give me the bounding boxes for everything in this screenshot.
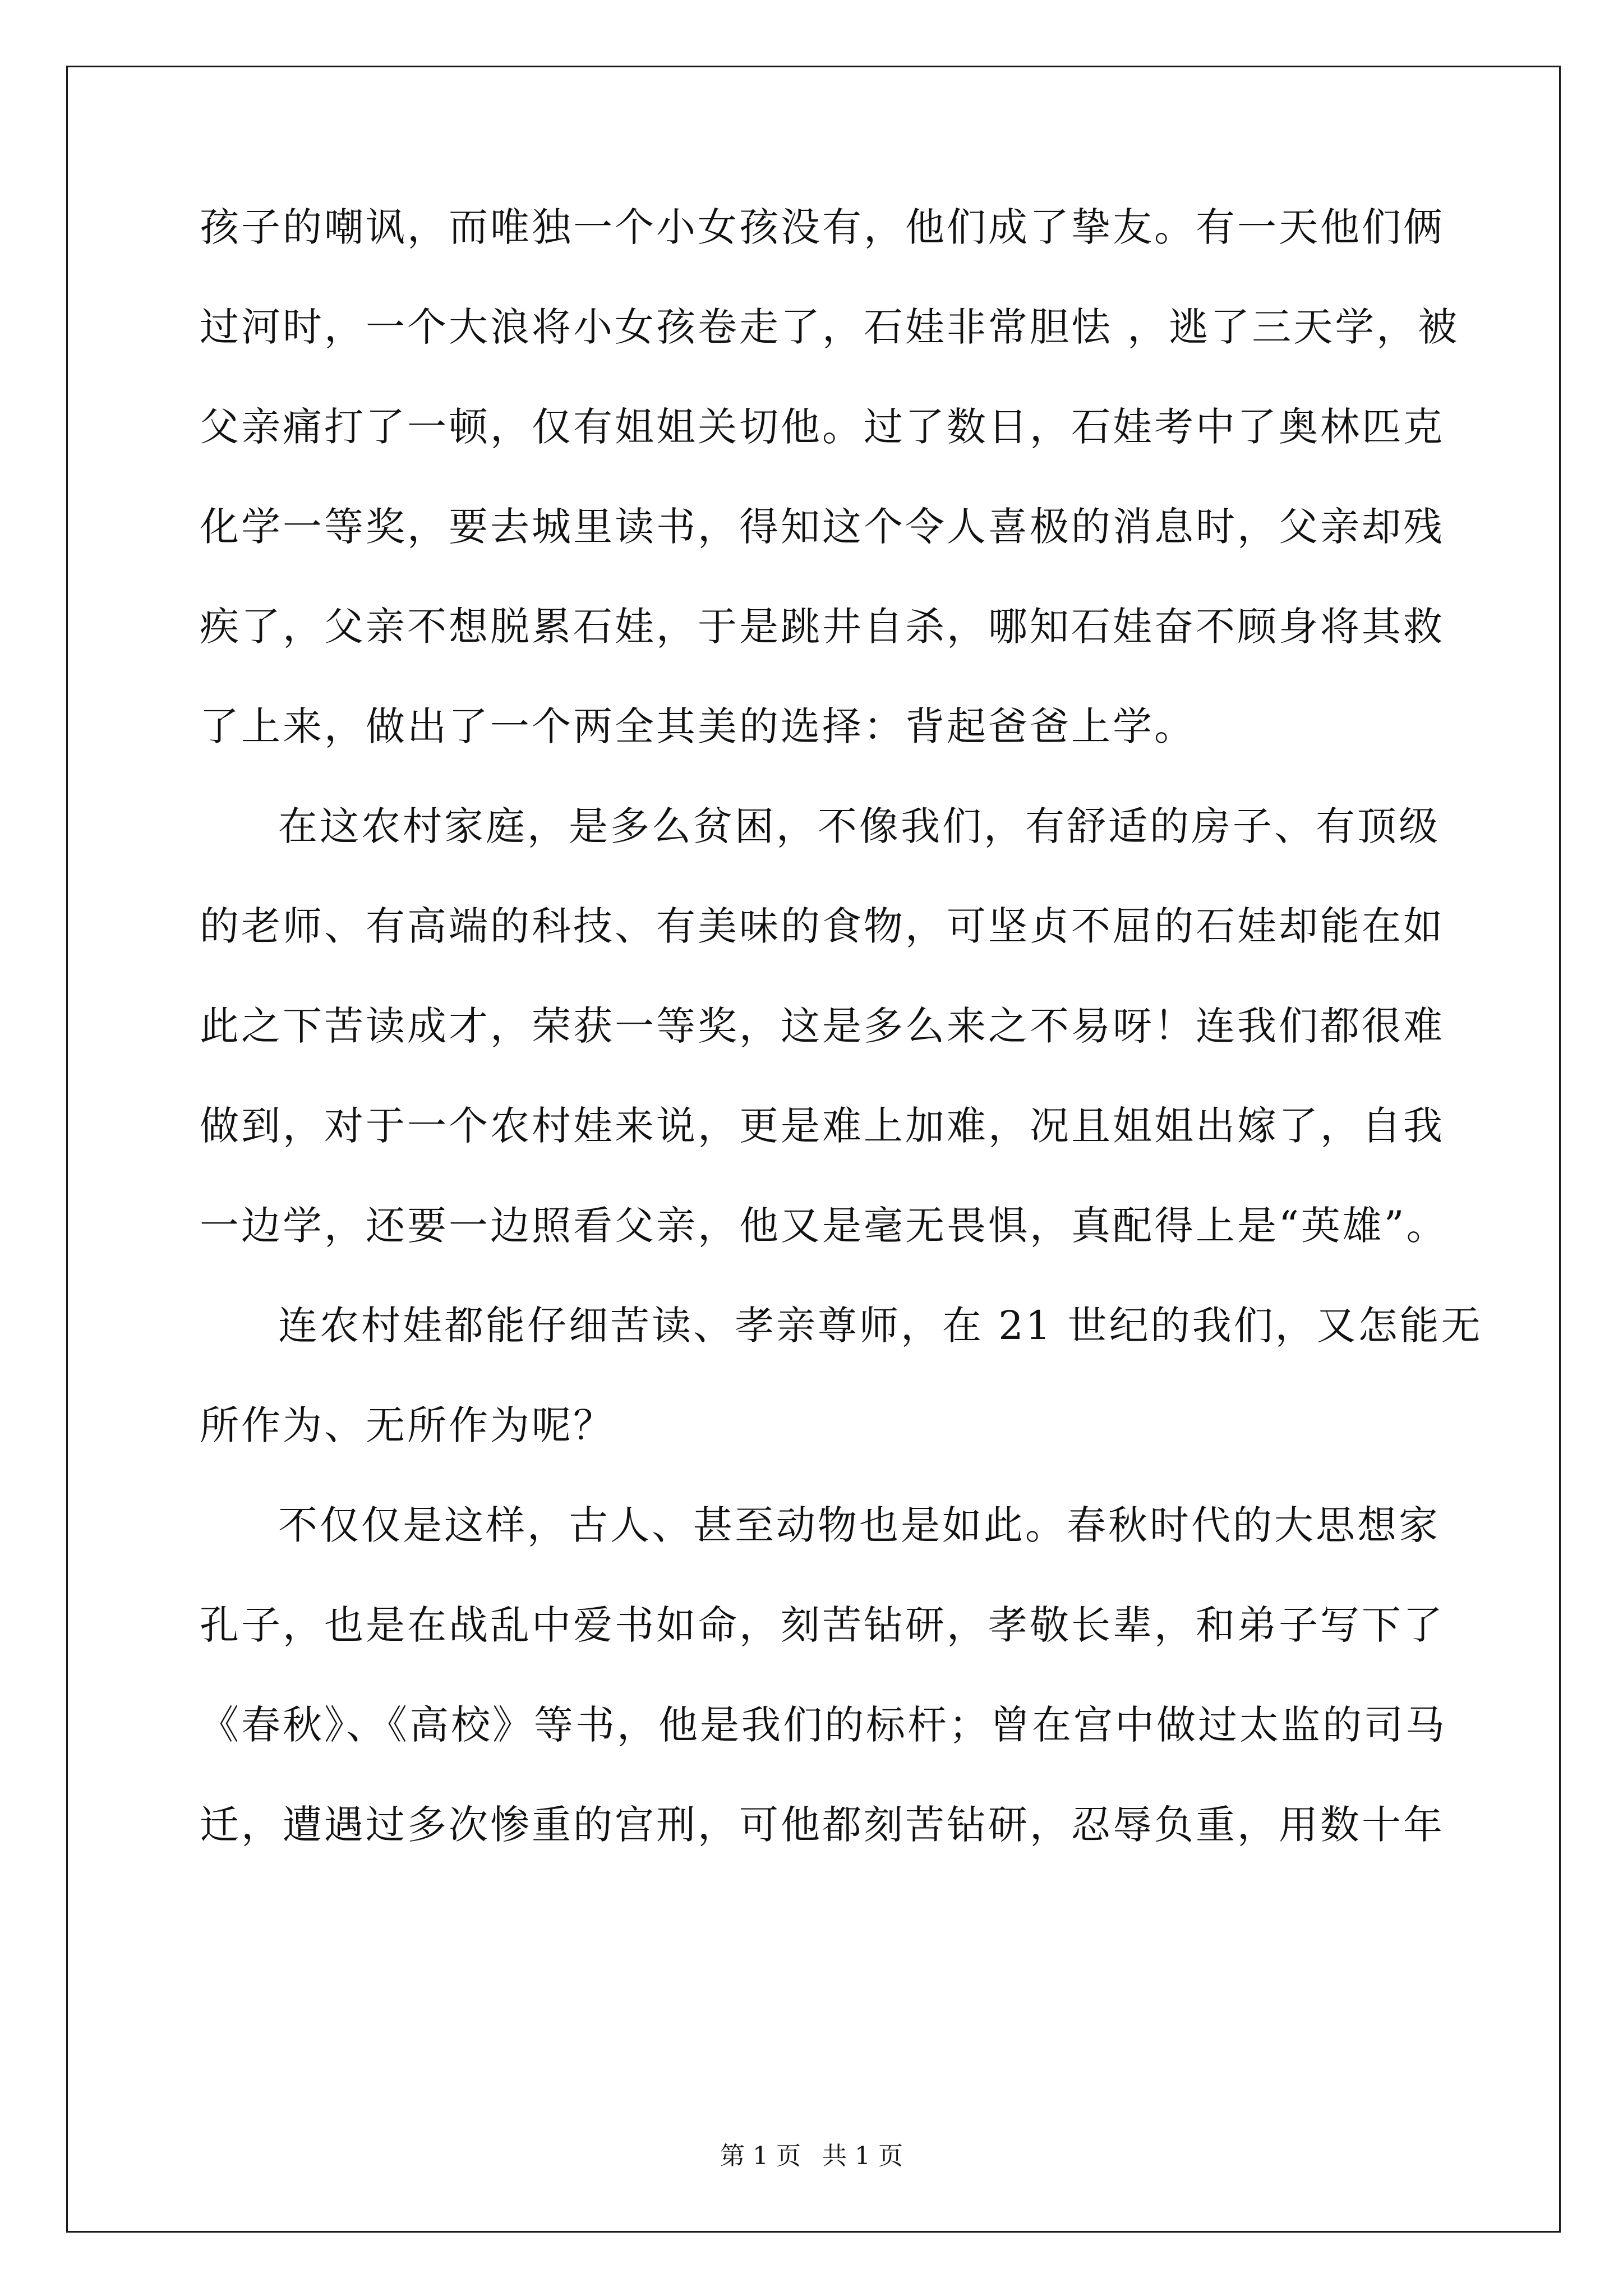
text-line: 做到，对于一个农村娃来说，更是难上加难，况且姐姐出嫁了，自我 (200, 1103, 1445, 1149)
text-line: 了上来，做出了一个两全其美的选择：背起爸爸上学。 (200, 703, 1196, 749)
text-line: 化学一等奖，要去城里读书，得知这个令人喜极的消息时，父亲却残 (200, 504, 1445, 550)
text-line: 《春秋》、《高校》等书，他是我们的标杆；曾在宫中做过太监的司马 (200, 1702, 1447, 1748)
paragraph-start-line: 在这农村家庭，是多么贫困，不像我们，有舒适的房子、有顶级 (278, 803, 1440, 849)
text-line: 迁，遭遇过多次惨重的宫刑，可他都刻苦钻研，忍辱负重，用数十年 (200, 1802, 1445, 1848)
text-line: 的老师、有高端的科技、有美味的食物，可坚贞不屈的石娃却能在如 (200, 903, 1445, 949)
paragraph-start-line: 不仅仅是这样，古人、甚至动物也是如此。春秋时代的大思想家 (278, 1502, 1440, 1548)
page-total: 共 1 页 (822, 2142, 903, 2170)
text-line: 过河时，一个大浪将小女孩卷走了，石娃非常胆怯 ，逃了三天学，被 (200, 304, 1460, 350)
text-line: 孔子，也是在战乱中爱书如命，刻苦钻研，孝敬长辈，和弟子写下了 (200, 1602, 1445, 1648)
text-line: 一边学，还要一边照看父亲，他又是毫无畏惧，真配得上是“英雄”。 (200, 1203, 1448, 1249)
text-line: 父亲痛打了一顿，仅有姐姐关切他。过了数日，石娃考中了奥林匹克 (200, 404, 1445, 450)
page-number: 第 1 页 (720, 2142, 801, 2170)
text-line: 孩子的嘲讽，而唯独一个小女孩没有，他们成了挚友。有一天他们俩 (200, 204, 1445, 250)
text-line: 疾了，父亲不想脱累石娃，于是跳井自杀，哪知石娃奋不顾身将其救 (200, 604, 1445, 650)
page-footer (0, 2139, 1623, 2173)
text-line: 所作为、无所作为呢？ (200, 1402, 615, 1448)
text-line: 此之下苦读成才，荣获一等奖，这是多么来之不易呀！连我们都很难 (200, 1003, 1445, 1049)
paragraph-start-line: 连农村娃都能仔细苦读、孝亲尊师，在 21 世纪的我们，又怎能无 (278, 1303, 1483, 1349)
